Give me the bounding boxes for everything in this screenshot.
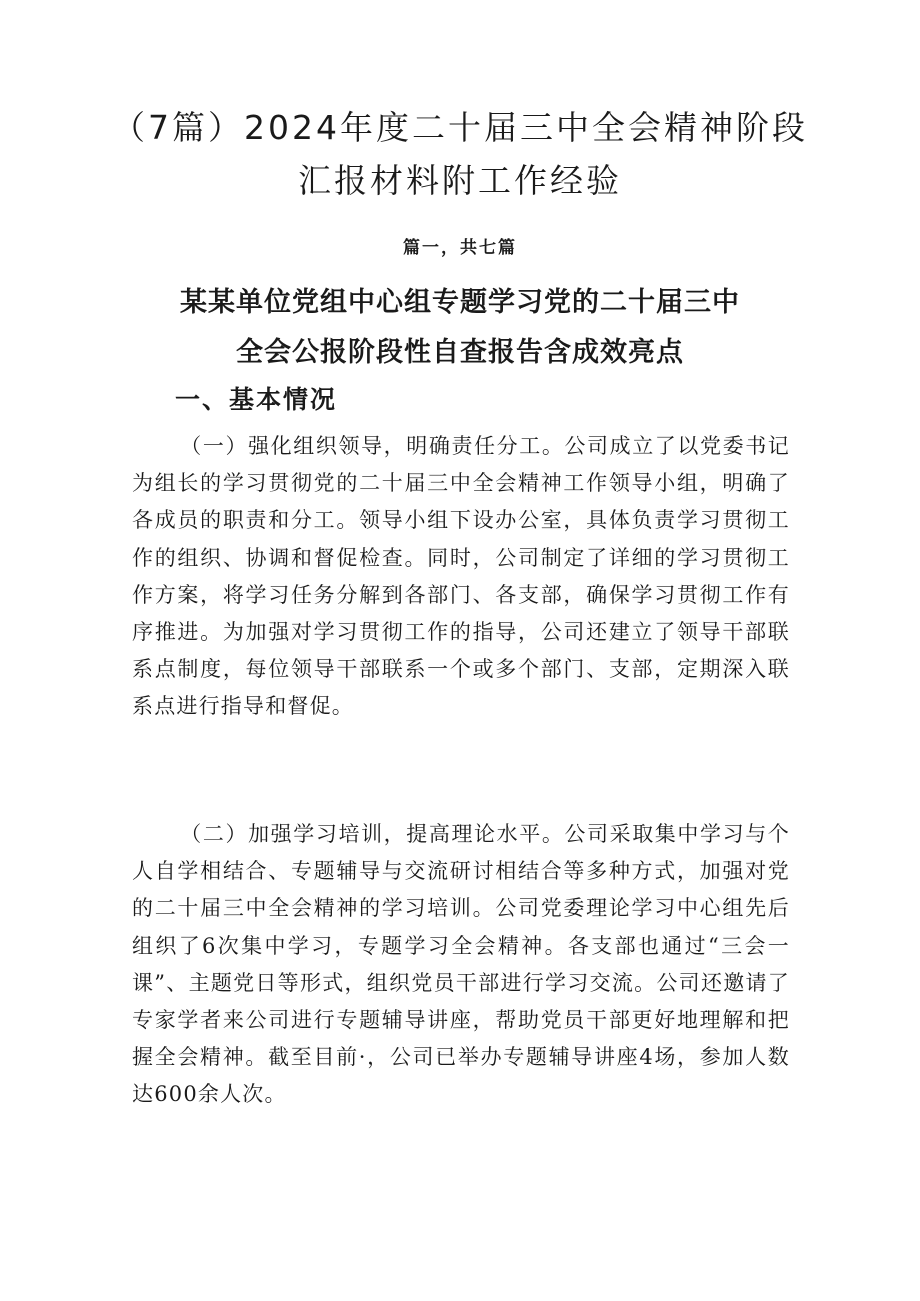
part-label: 篇一，共七篇 (403, 238, 517, 258)
report-title-line-2: 全会公报阶段性自查报告含成效亮点 (236, 337, 684, 368)
section-heading: 一、基本情况 (175, 385, 338, 414)
report-title-line-1: 某某单位党组中心组专题学习党的二十届三中 (180, 287, 740, 318)
body-paragraph-1: （一）强化组织领导，明确责任分工。公司成立了以党委书记为组长的学习贯彻党的二十届三中全会精神工作领导小组，明确了各成员的职责和分工。领导小组下设办公室，具体负责学习贯彻工作的组织、协调和督促检查。同时，公司制定了详细的学习贯彻工作方案，将学习任务分解到各部门、各支部，确保学习贯彻工作有序推进。为加强对学习贯彻工作的指导，公司还建立了领导干部联系点制度，每位领导干部联系一个或多个部门、支部，定期深入联系点进行指导和督促。 (132, 434, 790, 719)
document-title-line-2: 汇报材料附工作经验 (298, 161, 622, 200)
body-paragraph-2: （二）加强学习培训，提高理论水平。公司采取集中学习与个人自学相结合、专题辅导与交流研讨相结合等多种方式，加强对党的二十届三中全会精神的学习培训。公司党委理论学习中心组先后组织了6次集中学习，专题学习全会精神。各支部也通过“三会一课”、主题党日等形式，组织党员干部进行学习交流。公司还邀请了专家学者来公司进行专题辅导讲座，帮助党员干部更好地理解和把握全会精神。截至目前·，公司已举办专题辅导讲座4场，参加人数达600余人次。 (132, 822, 790, 1107)
document-title-line-1: （7篇）2024年度二十届三中全会精神阶段 (112, 108, 808, 147)
